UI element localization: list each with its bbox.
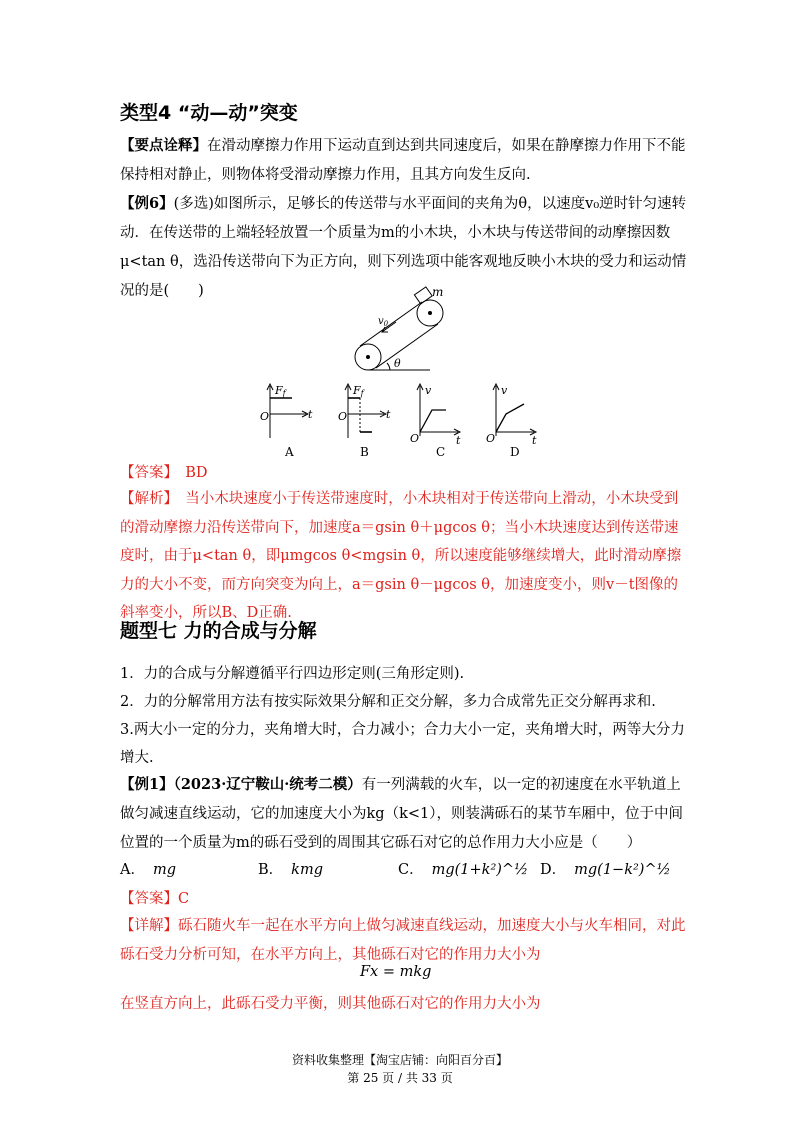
graph-a-origin: O: [260, 410, 270, 423]
option-b-expr: kmg: [291, 862, 323, 878]
graph-b-xlabel: t: [386, 408, 391, 421]
graph-b-origin: O: [338, 410, 348, 423]
example6-label: 【例6】: [120, 195, 174, 212]
conveyor-belt-figure: [340, 284, 450, 376]
option-a-key: A．: [120, 862, 145, 878]
option-d-expr: mg(1−k²)^½: [574, 862, 671, 878]
example1-paragraph: [120, 770, 690, 858]
key-points-text: 在滑动摩擦力作用下运动直到达到共同速度后，如果在静摩擦力作用下不能保持相对静止，则物体将受滑动摩擦力作用，且其方向发生反向.: [120, 138, 686, 183]
option-c-expr: mg(1+k²)^½: [431, 862, 529, 878]
example1-answer-label: 【答案】: [120, 891, 178, 907]
graph-a-xlabel: t: [308, 408, 313, 421]
graph-b-label: B: [360, 445, 369, 459]
key-points-paragraph: [120, 131, 690, 190]
example1-text: 有一列满载的火车，以一定的初速度在水平轨道上做匀减速直线运动，它的加速度大小为kg（k<1），则装满砾石的某节车厢中，位于中间位置的一个质量为m的砾石受到的周围其它砾石对它的总作用力大小应是（ ）: [120, 777, 683, 851]
example6-text: (多选)如图所示，足够长的传送带与水平面间的夹角为θ，以速度v₀逆时针匀速转动．在传送带的上端轻轻放置一个质量为m的小木块，小木块与传送带间的动摩擦因数μ<tan θ，选沿传送带向下为正方向，则下列选项中能客观地反映小木块的受力和运动情况的是( ): [120, 196, 687, 299]
page-number: 第 25 页 / 共 33 页: [347, 1071, 453, 1085]
graph-d-xlabel: t: [532, 434, 537, 447]
graph-c-label: C: [436, 445, 446, 459]
detail-text: 砾石随火车一起在水平方向上做匀减速直线运动，加速度大小与火车相同，对此砾石受力分析可知，在水平方向上，其他砾石对它的作用力大小为: [120, 918, 686, 963]
option-a: [120, 858, 176, 879]
option-a-expr: mg: [152, 862, 177, 878]
section2-points: [120, 660, 690, 772]
option-c-key: C．: [398, 862, 424, 878]
detail-label: 【详解】: [120, 918, 178, 934]
graph-c-xlabel: t: [456, 434, 461, 447]
graph-c-ylabel: v: [425, 384, 432, 397]
option-d-key: D．: [540, 862, 567, 878]
example6-answer: [120, 459, 690, 488]
option-b: [258, 858, 323, 879]
graph-c-origin: O: [410, 432, 420, 445]
answer-value: BD: [185, 465, 208, 481]
answer-label: 【答案】: [120, 465, 171, 481]
option-b-key: B．: [258, 862, 284, 878]
graph-b-ylabel: Ff: [353, 384, 364, 398]
example1-detail: [120, 912, 690, 970]
section-title-type7: 题型七 力的合成与分解: [120, 620, 317, 642]
section-title-type4: 类型4 “动—动”突变: [120, 102, 298, 124]
graph-c: [408, 380, 470, 460]
graph-d-label: D: [510, 445, 520, 459]
fig-speed-label: $v_0$: [378, 316, 389, 328]
option-d: [540, 858, 671, 879]
graph-a-label: A: [285, 445, 294, 459]
example1-answer: [120, 885, 690, 914]
analysis-label: 【解析】: [120, 491, 171, 507]
graph-d-ylabel: v: [501, 384, 508, 397]
example6-analysis: [120, 485, 690, 628]
graph-a-ylabel: Ff: [275, 384, 286, 398]
point-1: 1．力的合成与分解遵循平行四边形定则(三角形定则).: [120, 666, 465, 682]
graph-a: [258, 380, 318, 460]
example1-source: （2023·辽宁鞍山·统考二模）: [173, 776, 362, 793]
detail-formula: Fx = mkg: [360, 964, 432, 980]
analysis-text: 当小木块速度小于传送带速度时，小木块相对于传送带向上滑动，小木块受到的滑动摩擦力沿传送带向下，加速度a＝gsin θ＋μgcos θ；当小木块速度达到传送带速度时，由于μ<tan θ，即μmgcos θ<mgsin θ，所以速度能够继续增大，此时滑动摩擦力的大小不变，而方向突变为向上，a＝gsin θ－μgcos θ，加速度变小，则v－t图像的斜率变小，所以B、D正确.: [120, 491, 682, 621]
example1-label: 【例1】: [120, 776, 174, 793]
graph-d: [484, 380, 546, 460]
fig-angle-label: θ: [394, 357, 401, 370]
graph-b: [336, 380, 396, 460]
footer-source: 资料收集整理【淘宝店铺：向阳百分百】: [291, 1053, 508, 1067]
fig-mass-label: m: [432, 285, 444, 299]
detail-text-2: 在竖直方向上，此砾石受力平衡，则其他砾石对它的作用力大小为: [120, 996, 541, 1012]
point-2: 2．力的分解常用方法有按实际效果分解和正交分解，多力合成常先正交分解再求和.: [120, 694, 656, 710]
option-c: [398, 858, 528, 879]
graph-d-origin: O: [486, 432, 496, 445]
point-3: 3.两大小一定的分力，夹角增大时，合力减小；合力大小一定，夹角增大时，两等大分力增大.: [120, 722, 685, 766]
key-points-label: 【要点诠释】: [120, 137, 207, 154]
example1-answer-value: C: [178, 891, 190, 907]
